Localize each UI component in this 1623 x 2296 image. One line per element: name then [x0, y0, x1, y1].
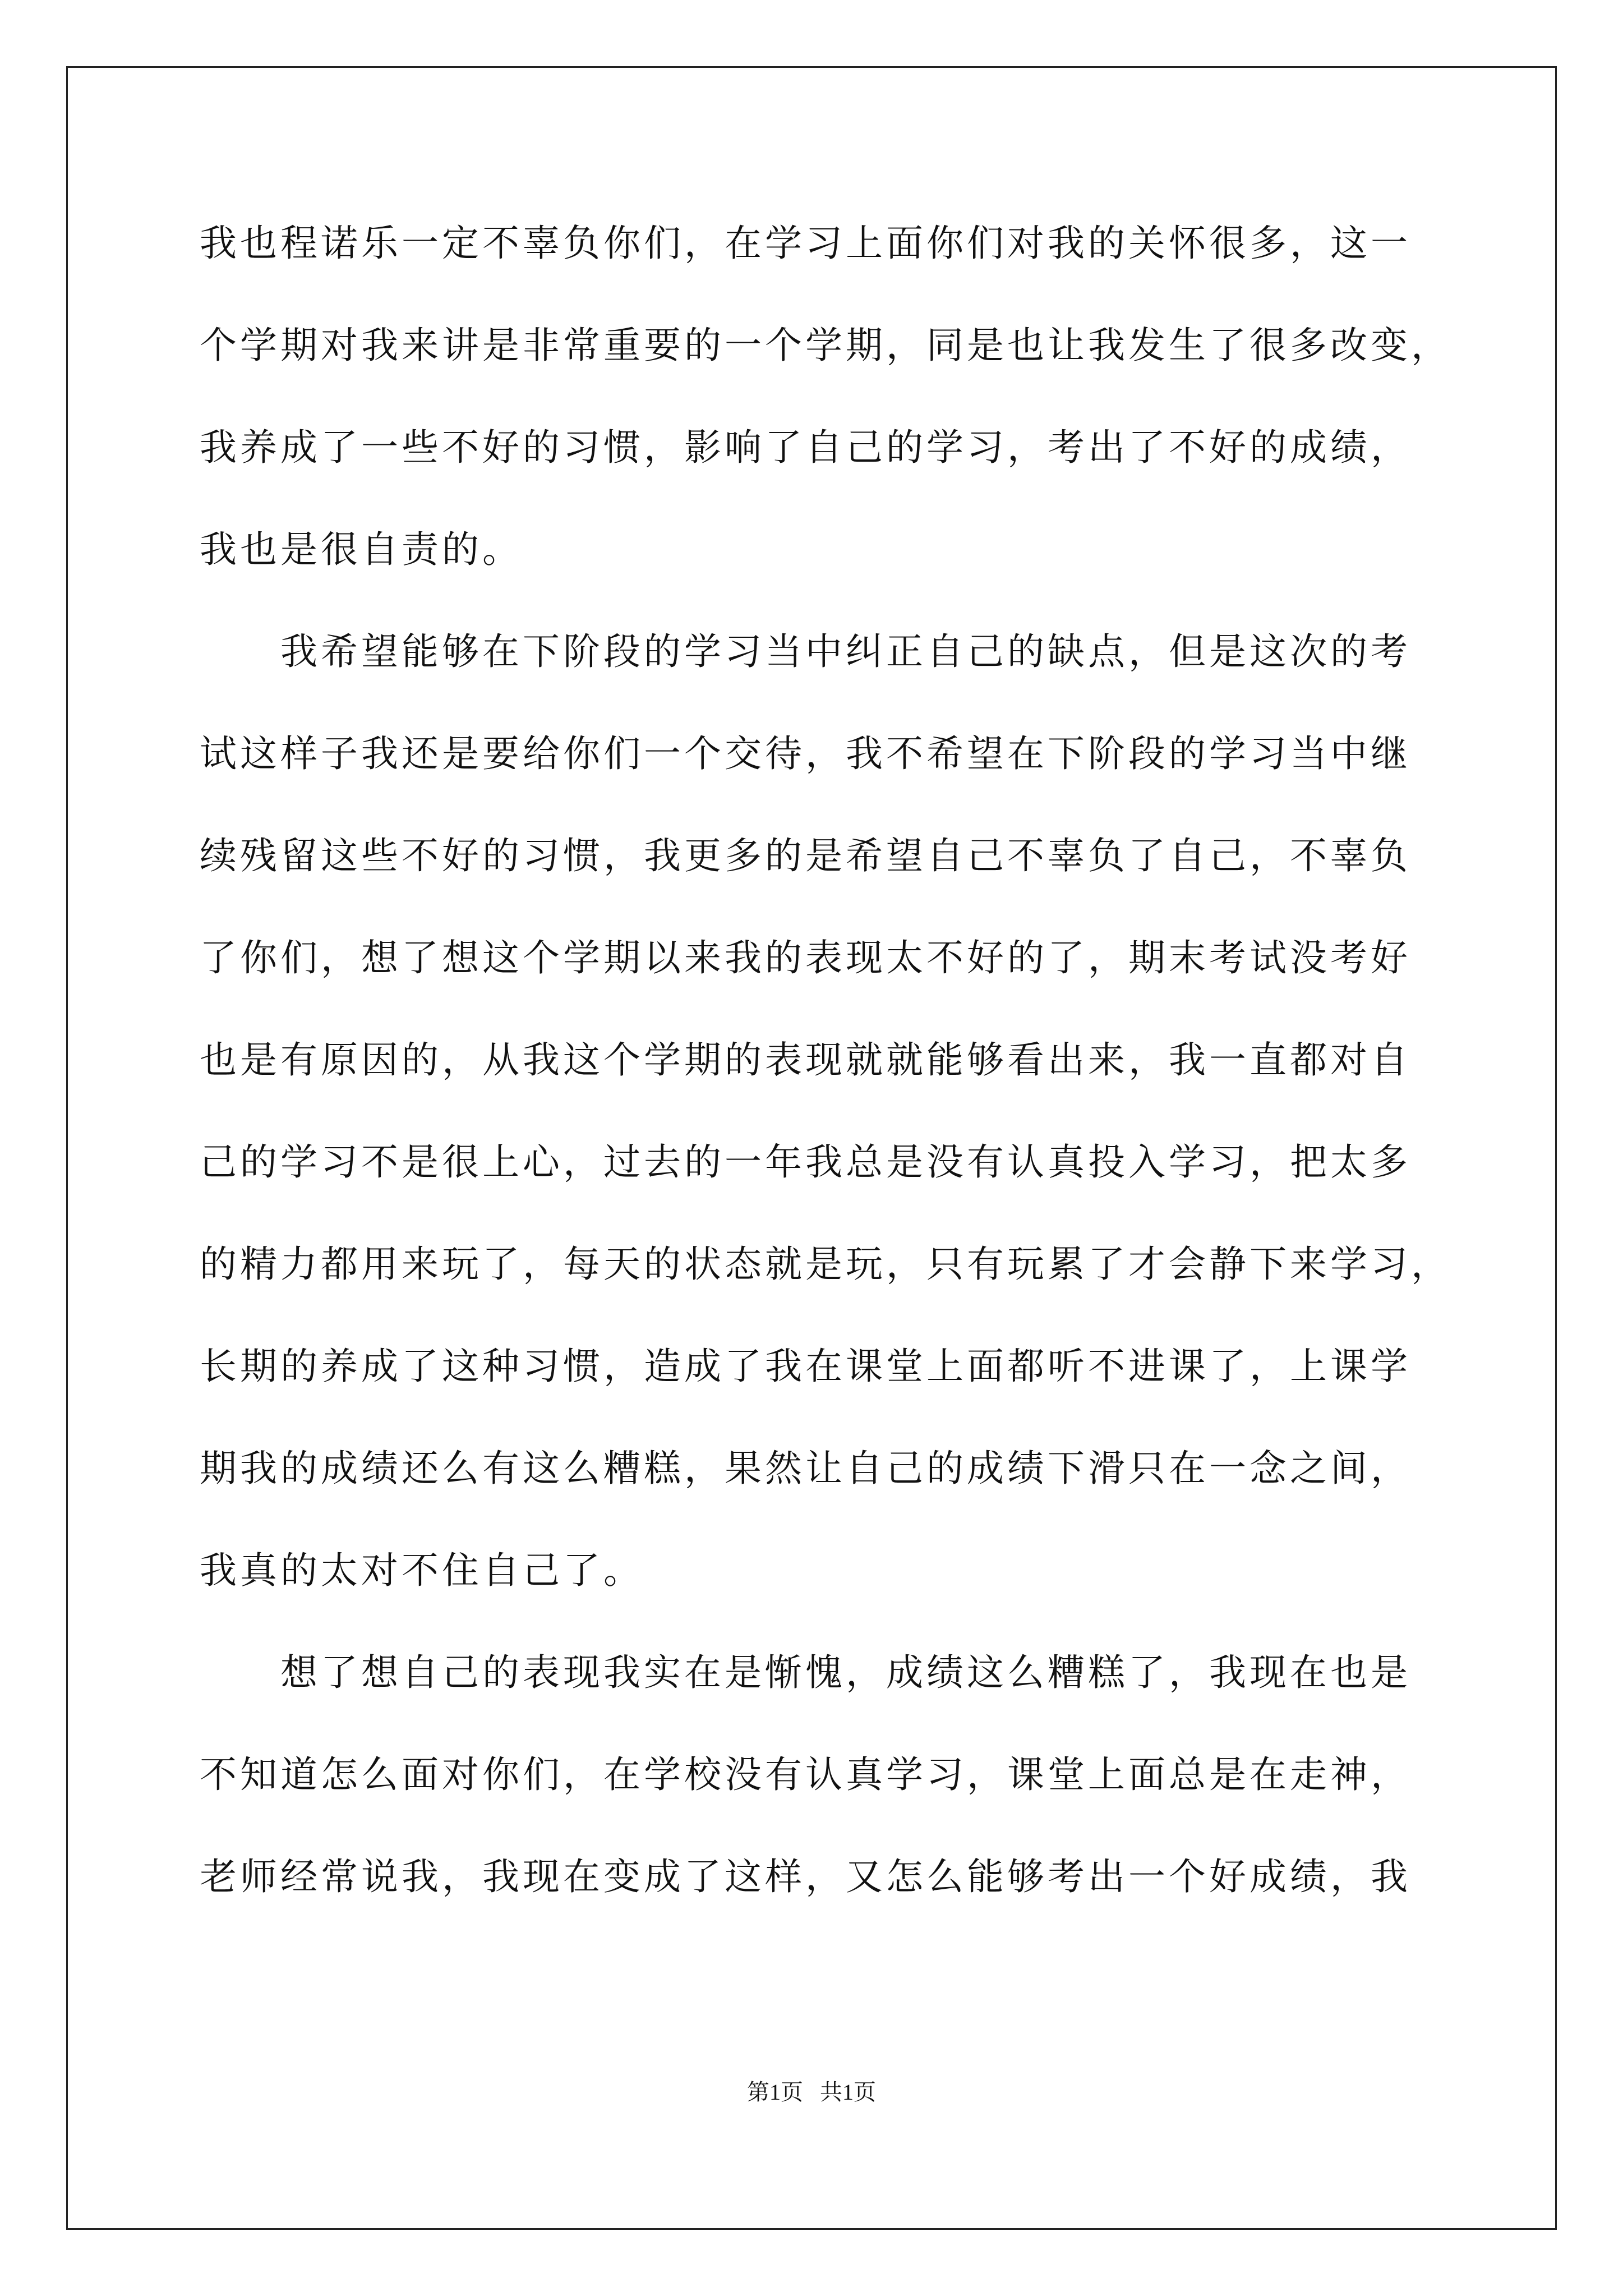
- text-line: 老师经常说我，我现在变成了这样，又怎么能够考出一个好成绩，我: [200, 1855, 1411, 1898]
- page-footer: 第1页 共1页: [747, 2079, 876, 2105]
- text-line: 己的学习不是很上心，过去的一年我总是没有认真投入学习，把太多: [200, 1140, 1411, 1184]
- paragraph-first-line: 我希望能够在下阶段的学习当中纠正自己的缺点，但是这次的考: [280, 630, 1411, 673]
- text-line: 长期的养成了这种习惯，造成了我在课堂上面都听不进课了，上课学: [200, 1345, 1411, 1388]
- text-line: 我也程诺乐一定不辜负你们，在学习上面你们对我的关怀很多，这一: [200, 222, 1411, 265]
- text-line: 续残留这些不好的习惯，我更多的是希望自己不辜负了自己，不辜负: [200, 834, 1411, 877]
- text-line: 期我的成绩还么有这么糟糕，果然让自己的成绩下滑只在一念之间，: [200, 1447, 1411, 1490]
- paragraph-first-line: 想了想自己的表现我实在是惭愧，成绩这么糟糕了，我现在也是: [280, 1651, 1411, 1694]
- text-line: 的精力都用来玩了，每天的状态就是玩，只有玩累了才会静下来学习，: [200, 1243, 1451, 1286]
- text-line: 个学期对我来讲是非常重要的一个学期，同是也让我发生了很多改变，: [200, 324, 1451, 367]
- text-line: 了你们，想了想这个学期以来我的表现太不好的了，期末考试没考好: [200, 936, 1411, 979]
- text-line: 我养成了一些不好的习惯，影响了自己的学习，考出了不好的成绩，: [200, 426, 1411, 469]
- text-line: 我真的太对不住自己了。: [200, 1549, 644, 1592]
- text-line: 不知道怎么面对你们，在学校没有认真学习，课堂上面总是在走神，: [200, 1753, 1411, 1796]
- text-line: 试这样子我还是要给你们一个交待，我不希望在下阶段的学习当中继: [200, 732, 1411, 775]
- text-line: 我也是很自责的。: [200, 528, 523, 571]
- text-line: 也是有原因的，从我这个学期的表现就就能够看出来，我一直都对自: [200, 1038, 1411, 1082]
